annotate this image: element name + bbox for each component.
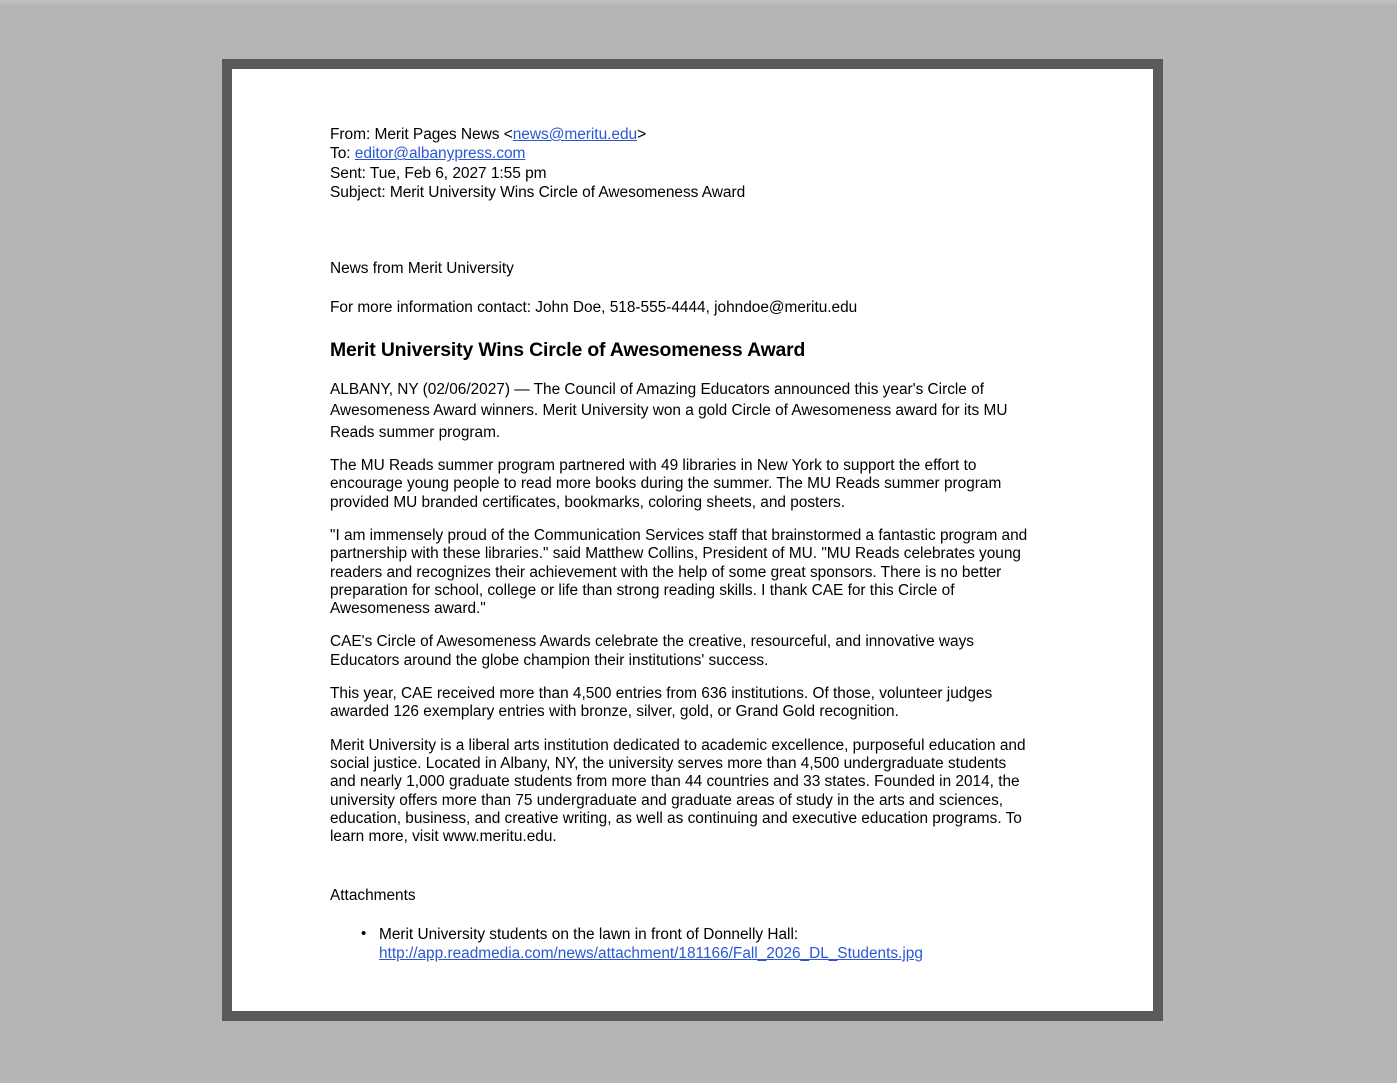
body-paragraph: The MU Reads summer program partnered with 49 libraries in New York to support the effort to encourage young people to read more books during the summer. The MU Reads summer program provided MU branded certificates, bookmarks, coloring sheets, and posters. — [330, 457, 1002, 511]
press-release-headline: Merit University Wins Circle of Awesomeness Award — [330, 339, 806, 362]
body-paragraph: Merit University is a liberal arts institution dedicated to academic excellence, purposeful education and social justice. Located in Albany, NY, the university serves more than 4,500 undergraduate students and nearly 1,000 graduate students from more than 44 countries and 33 states. Founded in 2014, the university offers more than 75 undergraduate and graduate areas of study in the arts and sciences, education, business, and creative writing, as well as continuing and executive education programs. To learn more, visit www.meritu.edu. — [330, 736, 1026, 846]
email-content — [330, 125, 1070, 964]
from-label: From: Merit Pages News < — [330, 126, 513, 143]
news-kicker: News from Merit University — [330, 260, 514, 278]
from-address-link[interactable]: news@meritu.edu — [512, 126, 638, 143]
email-page-sheet — [232, 69, 1153, 1011]
to-label: To: — [330, 145, 355, 163]
list-item — [379, 926, 1069, 963]
attachment-description: Merit University students on the lawn in front of Donnelly Hall: — [379, 926, 799, 944]
desktop-top-sheen — [0, 0, 1397, 6]
subject-line: Subject: Merit University Wins Circle of Awesomeness Award — [330, 183, 746, 201]
press-contact-line: For more information contact: John Doe, 518-555-4444, johndoe@meritu.edu — [330, 299, 858, 317]
to-line — [330, 144, 1070, 163]
body-paragraph: CAE's Circle of Awesomeness Awards celebrate the creative, resourceful, and innovative ways Educators around the globe champion their institutions' success. — [330, 633, 974, 669]
body-paragraph: This year, CAE received more than 4,500 entries from 636 institutions. Of those, volunteer judges awarded 126 exemplary entries with bronze, silver, gold, or Grand Gold recognition. — [330, 685, 993, 721]
email-envelope-header — [330, 125, 1070, 202]
sent-line: Sent: Tue, Feb 6, 2027 1:55 pm — [330, 164, 547, 182]
attachments-heading: Attachments — [330, 887, 416, 905]
attachment-url-link[interactable]: http://app.readmedia.com/news/attachment/181166/Fall_2026_DL_Students.jpg — [379, 945, 923, 963]
body-paragraph: ALBANY, NY (02/06/2027) — The Council of Amazing Educators announced this year's Circle of Awesomeness Award winners. Merit University won a gold Circle of Awesomeness award for its MU Reads summer program. — [330, 381, 1008, 441]
from-close-bracket: > — [637, 126, 647, 143]
to-address-link[interactable]: editor@albanypress.com — [354, 145, 526, 163]
attachments-list — [330, 926, 1119, 963]
email-body — [330, 259, 1070, 846]
body-paragraph: "I am immensely proud of the Communication Services staff that brainstormed a fantastic program and partnership with these libraries." said Matthew Collins, President of MU. "MU Reads celebrates young readers and recognizes their achievement with the help of some great sponsors. There is no better preparation for school, college or life than strong reading skills. I thank CAE for this Circle of Awesomeness award." — [330, 526, 1028, 618]
from-line — [330, 125, 1070, 144]
email-page-frame — [222, 59, 1163, 1021]
